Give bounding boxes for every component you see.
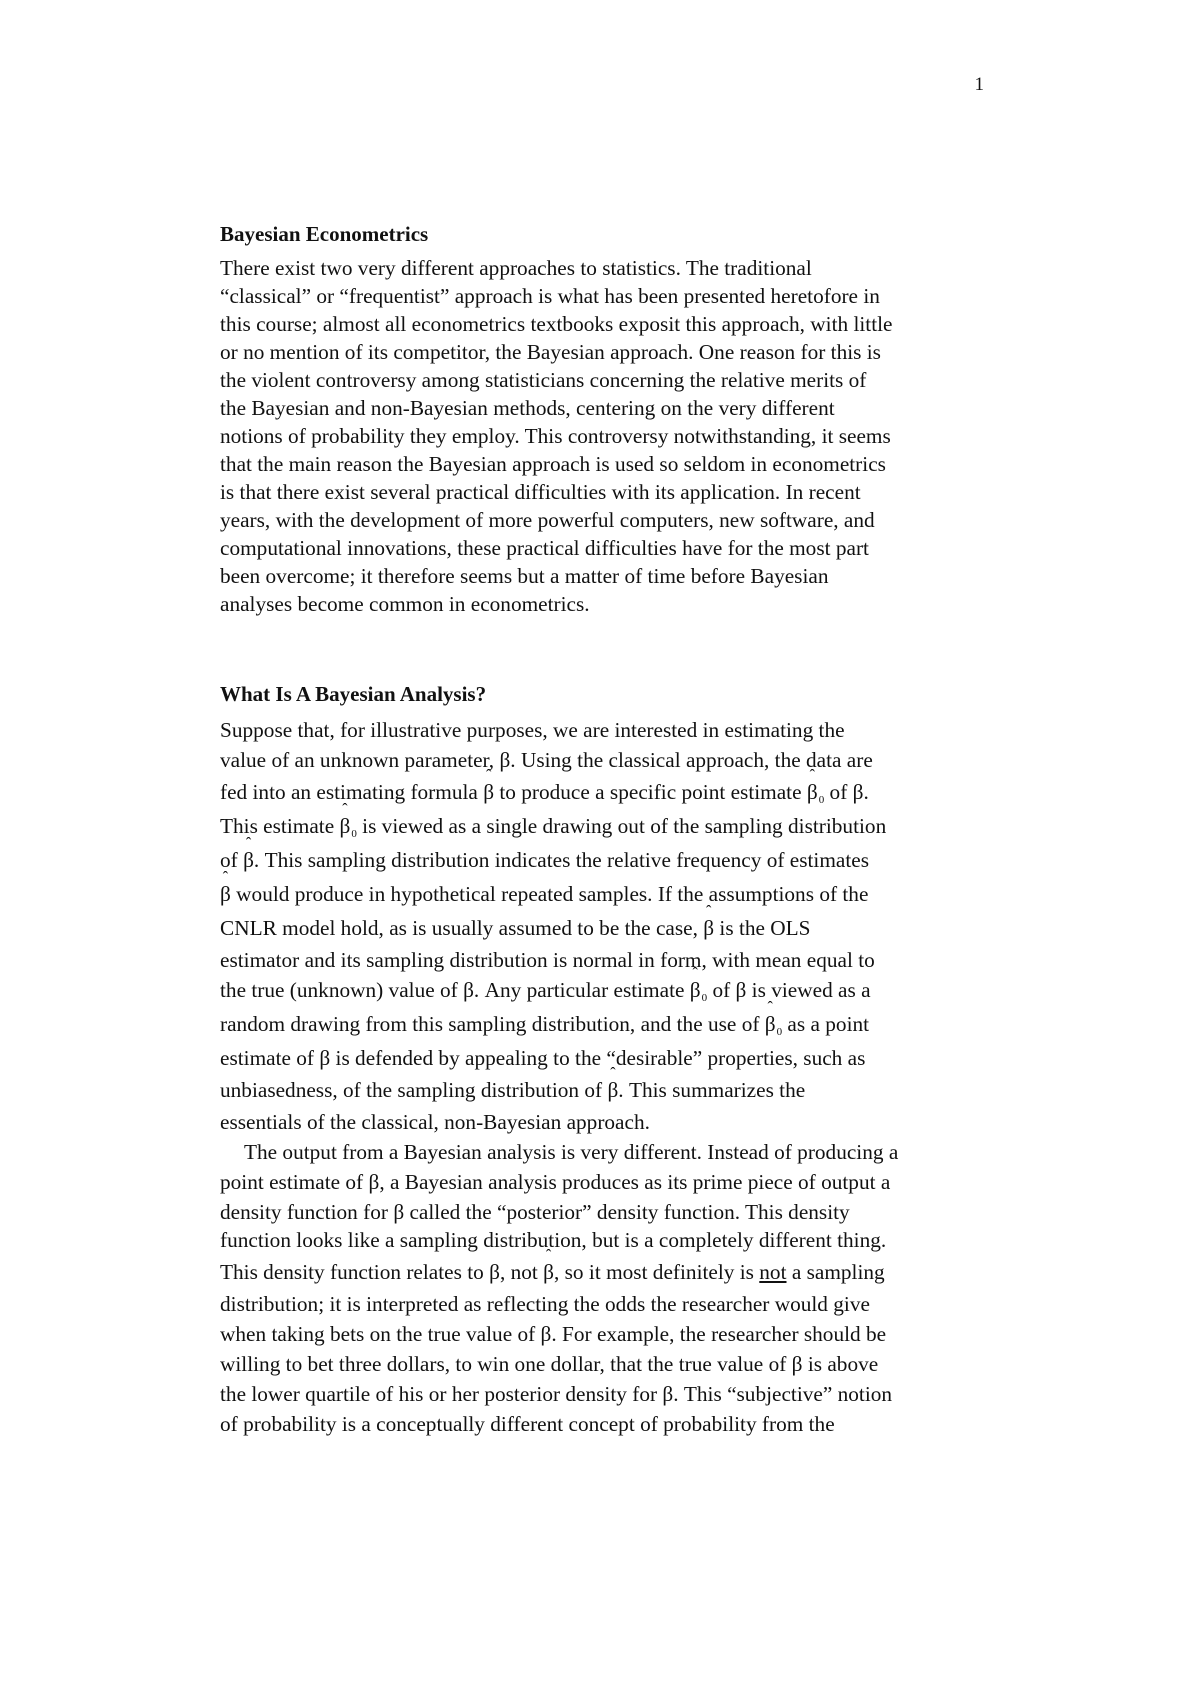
text: to produce a specific point estimate (494, 780, 807, 804)
text: distribution; it is interpreted as reflecting the odds the researcher would give (220, 1292, 870, 1316)
text: , not (499, 1260, 544, 1284)
text: Suppose that, for illustrative purposes, we are interested in estimating the (220, 718, 845, 742)
text: function looks like a sampling distribution, but is a completely different thing. (220, 1228, 887, 1252)
text: CNLR model hold, as is usually assumed to be the case, (220, 916, 704, 940)
text: a sampling (786, 1260, 885, 1284)
text: This density function relates to (220, 1260, 490, 1284)
text: . (863, 780, 869, 804)
beta-hat-symbol: ˆ β (220, 882, 231, 906)
text: is viewed as a (746, 978, 871, 1002)
text: point estimate of (220, 1170, 369, 1194)
text: is the OLS (714, 916, 811, 940)
subscript: 0 (351, 828, 357, 840)
beta-hat-symbol: ˆ β (543, 1260, 554, 1284)
beta-symbol: β (540, 1322, 552, 1346)
beta-symbol: β (852, 780, 864, 804)
text: . For example, the researcher should be (551, 1322, 887, 1346)
text: . This summarizes the (618, 1078, 806, 1102)
beta-hat-symbol: ˆ β (807, 780, 818, 804)
subscript: 0 (818, 794, 825, 806)
text: random drawing from this sampling distribution, and the use of (220, 1012, 765, 1036)
text: the true (unknown) value of (220, 978, 464, 1002)
text: called the “posterior” density function. This density (404, 1200, 850, 1224)
text: density function for (220, 1200, 394, 1224)
text: of (707, 978, 736, 1002)
text: is defended by appealing to the “desirable” properties, such as (330, 1046, 866, 1070)
beta-symbol: β (489, 1260, 500, 1284)
subscript: 0 (701, 992, 708, 1004)
text: This estimate (220, 814, 340, 838)
beta-symbol: β (791, 1352, 803, 1376)
beta-hat-symbol: ˆ β (607, 1078, 618, 1102)
beta-hat-symbol: ˆ β (243, 848, 254, 872)
beta-symbol: β (662, 1382, 674, 1406)
text: of probability is a conceptually different concept of probability from the (220, 1412, 835, 1436)
text: is above (802, 1352, 879, 1376)
text: the lower quartile of his or her posterior density for (220, 1382, 663, 1406)
text: value of an unknown parameter, (220, 748, 500, 772)
text: . This “subjective” notion (673, 1382, 893, 1406)
beta-hat-symbol: ˆ β (703, 916, 714, 940)
text: is viewed as a single drawing out of the sampling distribution (356, 814, 887, 838)
beta-hat-symbol: ˆ β (765, 1012, 776, 1036)
beta-hat-symbol: ˆ β (483, 780, 494, 804)
text: , a Bayesian analysis produces as its prime piece of output a (379, 1170, 891, 1194)
document-page: 1 Bayesian Econometrics There exist two very different approaches to statistics. The traditional “classical” or “frequentist” approach is what has been presented heretofore in this course; almost all econometrics textbooks exposit this approach, with little or no mention of its competitor, the Bayesian approach. One reason for this is the violent controversy among statisticians concerning the relative merits of the Bayesian and non-Bayesian methods, centering on the very different notions of probability they employ. This controversy notwithstanding, it seems that the main reason the Bayesian approach is used so seldom in econometrics is that there exist several practical difficulties with its application. In recent years, with the development of more powerful computers, new software, and computational innovations, these practical difficulties have for the most part been overcome; it therefore seems but a matter of time before Bayesian analyses become common in econometrics. What Is A Bayesian Analysis? Suppose that, for illustrative purposes, we are interested in estimating the value of an unknown parameter, β. Using the classical approach, the data are fed into an estimating formula ˆ β to produce a specific point estimate ˆ β0 of β. This estimate ˆ β0 is viewed as a single drawing out of the sampling distribution of ˆ β. This sampling distribution indicates the relative frequency of estimates ˆ β would produce in hypothetical repeated samples. If the assumptions of the CNLR model hold, as is usually assumed to be the case, ˆ β is the OLS estimator and its sampling distribution is normal in form, with mean equal to the true (unknown) value of β. Any particular estimate ˆ β0 of β is viewed as a random drawing from this sampling distribution, and the use of ˆ β0 as a point estimate of β is defended by appealing to the “desirable” properties, such as unbiasedness, of the sampling distribution of ˆ β. This summarizes the essentials of the classical, non-Bayesian approach. The output from a Bayesian analysis is very different. Instead of producing a point estimate of β, a Bayesian analysis produces as its prime piece of output a density function for β called the “posterior” density function. This density function looks like a sampling distribution, but is a completely different thing. This density function relates to β, not ˆ β, so it most definitely is not a sampling distribution; it is interpreted as reflecting the odds the researcher would give when taking bets on the true value of β. For example, the researcher should be willing to bet three dollars, to win one dollar, that the true value of β is above the lower quartile of his or her posterior density for β. This “subjective” notion of probability is a conceptually different concept of probability from the (0, 0, 1200, 1698)
text: would produce in hypothetical repeated samples. If the assumptions of the (230, 882, 869, 906)
text: essentials of the classical, non-Bayesian approach. (220, 1110, 650, 1134)
text: , so it most definitely is (554, 1260, 760, 1284)
beta-symbol: β (463, 978, 474, 1002)
text: . Using the classical approach, the data are (510, 748, 873, 772)
beta-symbol: β (499, 748, 511, 772)
text: fed into an estimating formula (220, 780, 484, 804)
text: . This sampling distribution indicates the relative frequency of estimates (253, 848, 870, 872)
document-title: Bayesian Econometrics (220, 222, 429, 246)
text: as a point (782, 1012, 870, 1036)
text: estimator and its sampling distribution is normal in form, with mean equal to (220, 948, 875, 972)
text: willing to bet three dollars, to win one dollar, that the true value of (220, 1352, 792, 1376)
text: estimate of (220, 1046, 320, 1070)
text: when taking bets on the true value of (220, 1322, 541, 1346)
text: unbiasedness, of the sampling distribution of (220, 1078, 608, 1102)
section-heading: What Is A Bayesian Analysis? (220, 682, 487, 706)
subscript: 0 (776, 1026, 783, 1038)
text: . Any particular estimate (473, 978, 690, 1002)
beta-hat-symbol: ˆ β (339, 814, 350, 838)
underlined-word: not (759, 1260, 787, 1284)
text: The output from a Bayesian analysis is very different. Instead of producing a (244, 1140, 899, 1164)
text: of (824, 780, 853, 804)
beta-hat-symbol: ˆ β (690, 978, 701, 1002)
beta-symbol: β (368, 1170, 380, 1194)
beta-symbol: β (393, 1200, 405, 1224)
text: of (220, 848, 244, 872)
beta-symbol: β (735, 978, 747, 1002)
page-number: 1 (974, 74, 984, 95)
beta-symbol: β (319, 1046, 331, 1070)
